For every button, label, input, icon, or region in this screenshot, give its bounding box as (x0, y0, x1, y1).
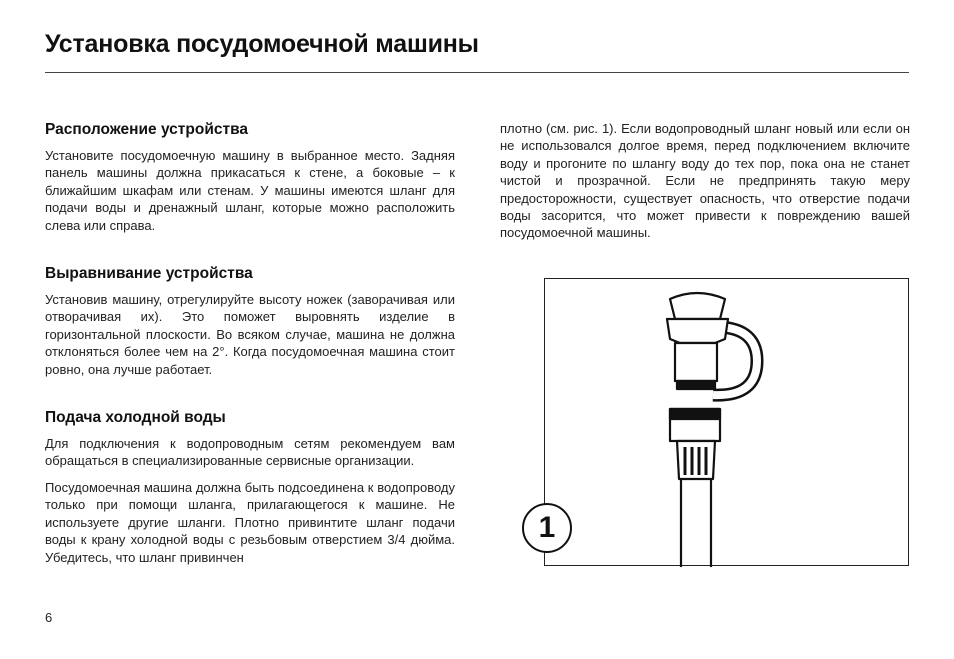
page-title: Установка посудомоечной машины (45, 30, 479, 58)
figure-frame (544, 278, 909, 566)
figure-number-badge: 1 (522, 503, 572, 553)
section-heading: Выравнивание устройства (45, 265, 253, 283)
section-paragraph: Для подключения к водопроводным сетям рекомендуем вам обращаться в специализированные сервисные организации. (45, 436, 455, 469)
section-heading: Расположение устройства (45, 121, 249, 138)
section-cold-water (45, 408, 455, 566)
section-placement (45, 120, 455, 234)
section-paragraph: Установив машину, отрегулируйте высоту ножек (заворачивая или отворачивая их). Это поможет выровнять изделие в горизонтальной плоскости. Во всяком случае, машина не должна отклоняться более чем на 2°. Когда посудомоечная машина стоит ровно, она лучше работает. (45, 292, 455, 377)
faucet-hose-connection-icon (545, 279, 910, 567)
section-leveling (45, 264, 455, 378)
left-column (45, 120, 455, 566)
section-paragraph: Установите посудомоечную машину в выбранное место. Задняя панель машины должна прикасаться к стене, а боковые – к ближайшим шкафам или стенам. У машины имеются шланг для подачи воды и дренажный шланг, которые можно расположить слева или справа. (45, 148, 455, 233)
continuation-paragraph: плотно (см. рис. 1). Если водопроводный шланг новый или если он не использовался долгое время, перед подключением включите воду и прогоните по шлангу воду до тех пор, пока она не станет чистой и прозрачной. Если не предпринять такую меру предосторожности, существует опасность, что отверстие подачи воды засорится, что может привести к повреждению вашей посудомоечной машины. (500, 121, 910, 241)
section-heading: Подача холодной воды (45, 409, 226, 427)
page-number: 6 (45, 610, 53, 625)
section-paragraph: Посудомоечная машина должна быть подсоединена к водопроводу только при помощи шланга, прилагающегося к машине. Не используете другие шланги. Плотно привинтите шланг подачи воды к крану холодной воды с резьбовым отверстием 3/4 дюйма. Убедитесь, что шланг привинчен (45, 479, 455, 565)
right-column (500, 120, 910, 242)
title-divider (45, 72, 909, 73)
